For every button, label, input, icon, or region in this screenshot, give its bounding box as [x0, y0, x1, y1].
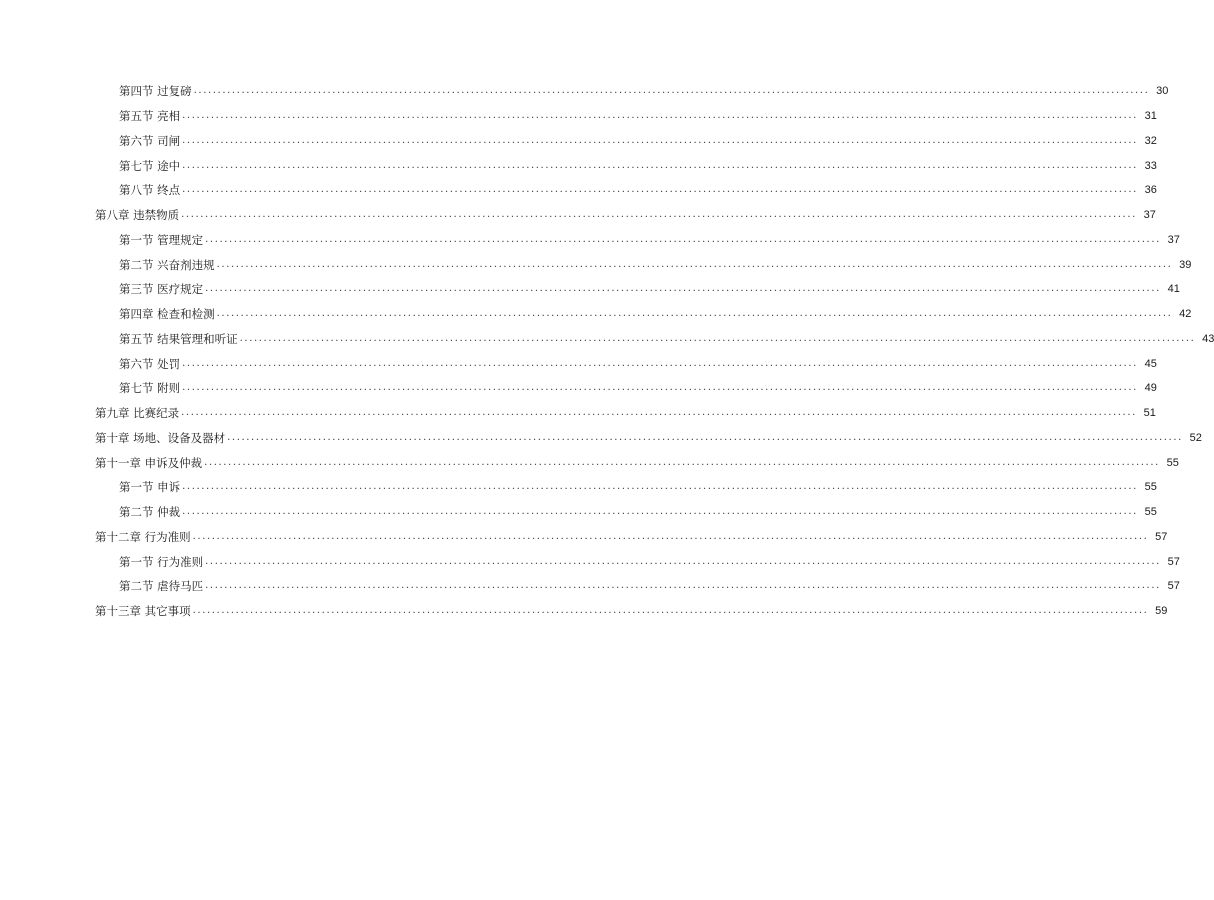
toc-dot-leader: ........................................................................................................................................................................................................: [193, 85, 1150, 97]
toc-entry-title: 第十二章 行为准则: [95, 529, 191, 544]
toc-entry-title: 第五节 亮相: [119, 109, 181, 124]
toc-entry-title: 第二节 兴奋剂违规: [119, 257, 215, 272]
toc-page-number: 57: [1167, 580, 1180, 593]
toc-page-number: 36: [1144, 184, 1157, 197]
toc-section-entry[interactable]: [0, 153, 1157, 178]
toc-dot-leader: ........................................................................................................................................................................................................: [205, 555, 1161, 567]
toc-page-number: 37: [1143, 209, 1156, 222]
toc-entry-title: 第一节 行为准则: [119, 554, 204, 569]
toc-page-number: 55: [1166, 456, 1179, 469]
toc-dot-leader: ........................................................................................................................................................................................................: [216, 308, 1173, 320]
toc-entry-title: 第六节 处罚: [119, 356, 181, 371]
toc-section-entry[interactable]: [0, 178, 1157, 203]
toc-page-number: 42: [1179, 308, 1192, 321]
toc-chapter-entry[interactable]: [0, 401, 1156, 426]
toc-chapter-entry[interactable]: [0, 426, 1202, 451]
toc-page-number: 37: [1167, 233, 1180, 246]
toc-dot-leader: ........................................................................................................................................................................................................: [204, 456, 1160, 468]
toc-page-number: 55: [1144, 506, 1157, 519]
toc-page-number: 39: [1179, 258, 1192, 271]
toc-entry-title: 第九章 比赛纪录: [95, 406, 180, 421]
toc-entry-title: 第二节 仲裁: [119, 505, 181, 520]
toc-page-number: 57: [1155, 530, 1168, 543]
toc-page-number: 49: [1144, 382, 1157, 395]
toc-page-number: 33: [1144, 159, 1157, 172]
toc-entry-title: 第十三章 其它事项: [95, 604, 191, 619]
toc-dot-leader: ........................................................................................................................................................................................................: [181, 407, 1137, 419]
toc-page-number: 45: [1144, 357, 1157, 370]
toc-dot-leader: ........................................................................................................................................................................................................: [182, 357, 1138, 369]
toc-chapter-entry[interactable]: [0, 525, 1168, 550]
toc-entry-title: 第三节 医疗规定: [119, 282, 204, 297]
toc-page-number: 31: [1144, 110, 1157, 123]
toc-entry-title: 第十章 场地、设备及器材: [95, 430, 226, 445]
toc-section-entry[interactable]: [0, 475, 1157, 500]
toc-section-entry[interactable]: [0, 79, 1169, 104]
toc-dot-leader: ........................................................................................................................................................................................................: [182, 134, 1138, 146]
toc-page-number: 32: [1144, 134, 1157, 147]
toc-page-number: 30: [1156, 85, 1169, 98]
toc-dot-leader: ........................................................................................................................................................................................................: [182, 184, 1138, 196]
toc-entry-title: 第七节 附则: [119, 381, 181, 396]
toc-dot-leader: ........................................................................................................................................................................................................: [192, 530, 1149, 542]
toc-dot-leader: ........................................................................................................................................................................................................: [205, 283, 1161, 295]
toc-section-entry[interactable]: [0, 277, 1180, 302]
toc-entry-title: 第一节 管理规定: [119, 232, 204, 247]
toc-page-number: 52: [1189, 431, 1202, 444]
toc-page-number: 59: [1155, 605, 1168, 618]
toc-section-entry[interactable]: [0, 574, 1180, 599]
toc-dot-leader: ........................................................................................................................................................................................................: [182, 481, 1138, 493]
toc-section-entry[interactable]: [0, 500, 1157, 525]
toc-dot-leader: ........................................................................................................................................................................................................: [205, 580, 1161, 592]
toc-dot-leader: ........................................................................................................................................................................................................: [239, 332, 1196, 344]
toc-entry-title: 第四节 过复磅: [119, 84, 192, 99]
toc-dot-leader: ........................................................................................................................................................................................................: [216, 258, 1173, 270]
toc-entry-title: 第七节 途中: [119, 158, 181, 173]
toc-dot-leader: ........................................................................................................................................................................................................: [182, 506, 1138, 518]
toc-dot-leader: ........................................................................................................................................................................................................: [182, 159, 1138, 171]
toc-entry-title: 第五节 结果管理和听证: [119, 331, 238, 346]
toc-entry-title: 第八节 终点: [119, 183, 181, 198]
toc-section-entry[interactable]: [0, 302, 1192, 327]
toc-section-entry[interactable]: [0, 129, 1157, 154]
toc-dot-leader: ........................................................................................................................................................................................................: [181, 209, 1137, 221]
toc-page-number: 57: [1167, 555, 1180, 568]
toc-entry-title: 第十一章 申诉及仲裁: [95, 455, 203, 470]
toc-page-number: 41: [1167, 283, 1180, 296]
toc-chapter-entry[interactable]: [0, 450, 1179, 475]
toc-page-number: 55: [1144, 481, 1157, 494]
toc-section-entry[interactable]: [0, 327, 1214, 352]
toc-section-entry[interactable]: [0, 228, 1180, 253]
toc-section-entry[interactable]: [0, 252, 1192, 277]
toc-entry-title: 第六节 司闸: [119, 133, 181, 148]
toc-section-entry[interactable]: [0, 549, 1180, 574]
toc-section-entry[interactable]: [0, 351, 1157, 376]
toc-chapter-entry[interactable]: [0, 599, 1168, 624]
toc-dot-leader: ........................................................................................................................................................................................................: [182, 382, 1138, 394]
toc-dot-leader: ........................................................................................................................................................................................................: [205, 233, 1161, 245]
toc-chapter-entry[interactable]: [0, 203, 1156, 228]
toc-entry-title: 第四章 检查和检测: [119, 307, 215, 322]
table-of-contents: [0, 79, 1214, 624]
toc-page-number: 43: [1202, 332, 1214, 345]
toc-dot-leader: ........................................................................................................................................................................................................: [182, 110, 1138, 122]
toc-entry-title: 第二节 虐待马匹: [119, 579, 204, 594]
toc-page-number: 51: [1143, 407, 1156, 420]
toc-dot-leader: ........................................................................................................................................................................................................: [192, 605, 1149, 617]
toc-entry-title: 第八章 违禁物质: [95, 208, 180, 223]
toc-dot-leader: ........................................................................................................................................................................................................: [227, 431, 1183, 443]
toc-section-entry[interactable]: [0, 104, 1157, 129]
toc-section-entry[interactable]: [0, 376, 1157, 401]
toc-entry-title: 第一节 申诉: [119, 480, 181, 495]
